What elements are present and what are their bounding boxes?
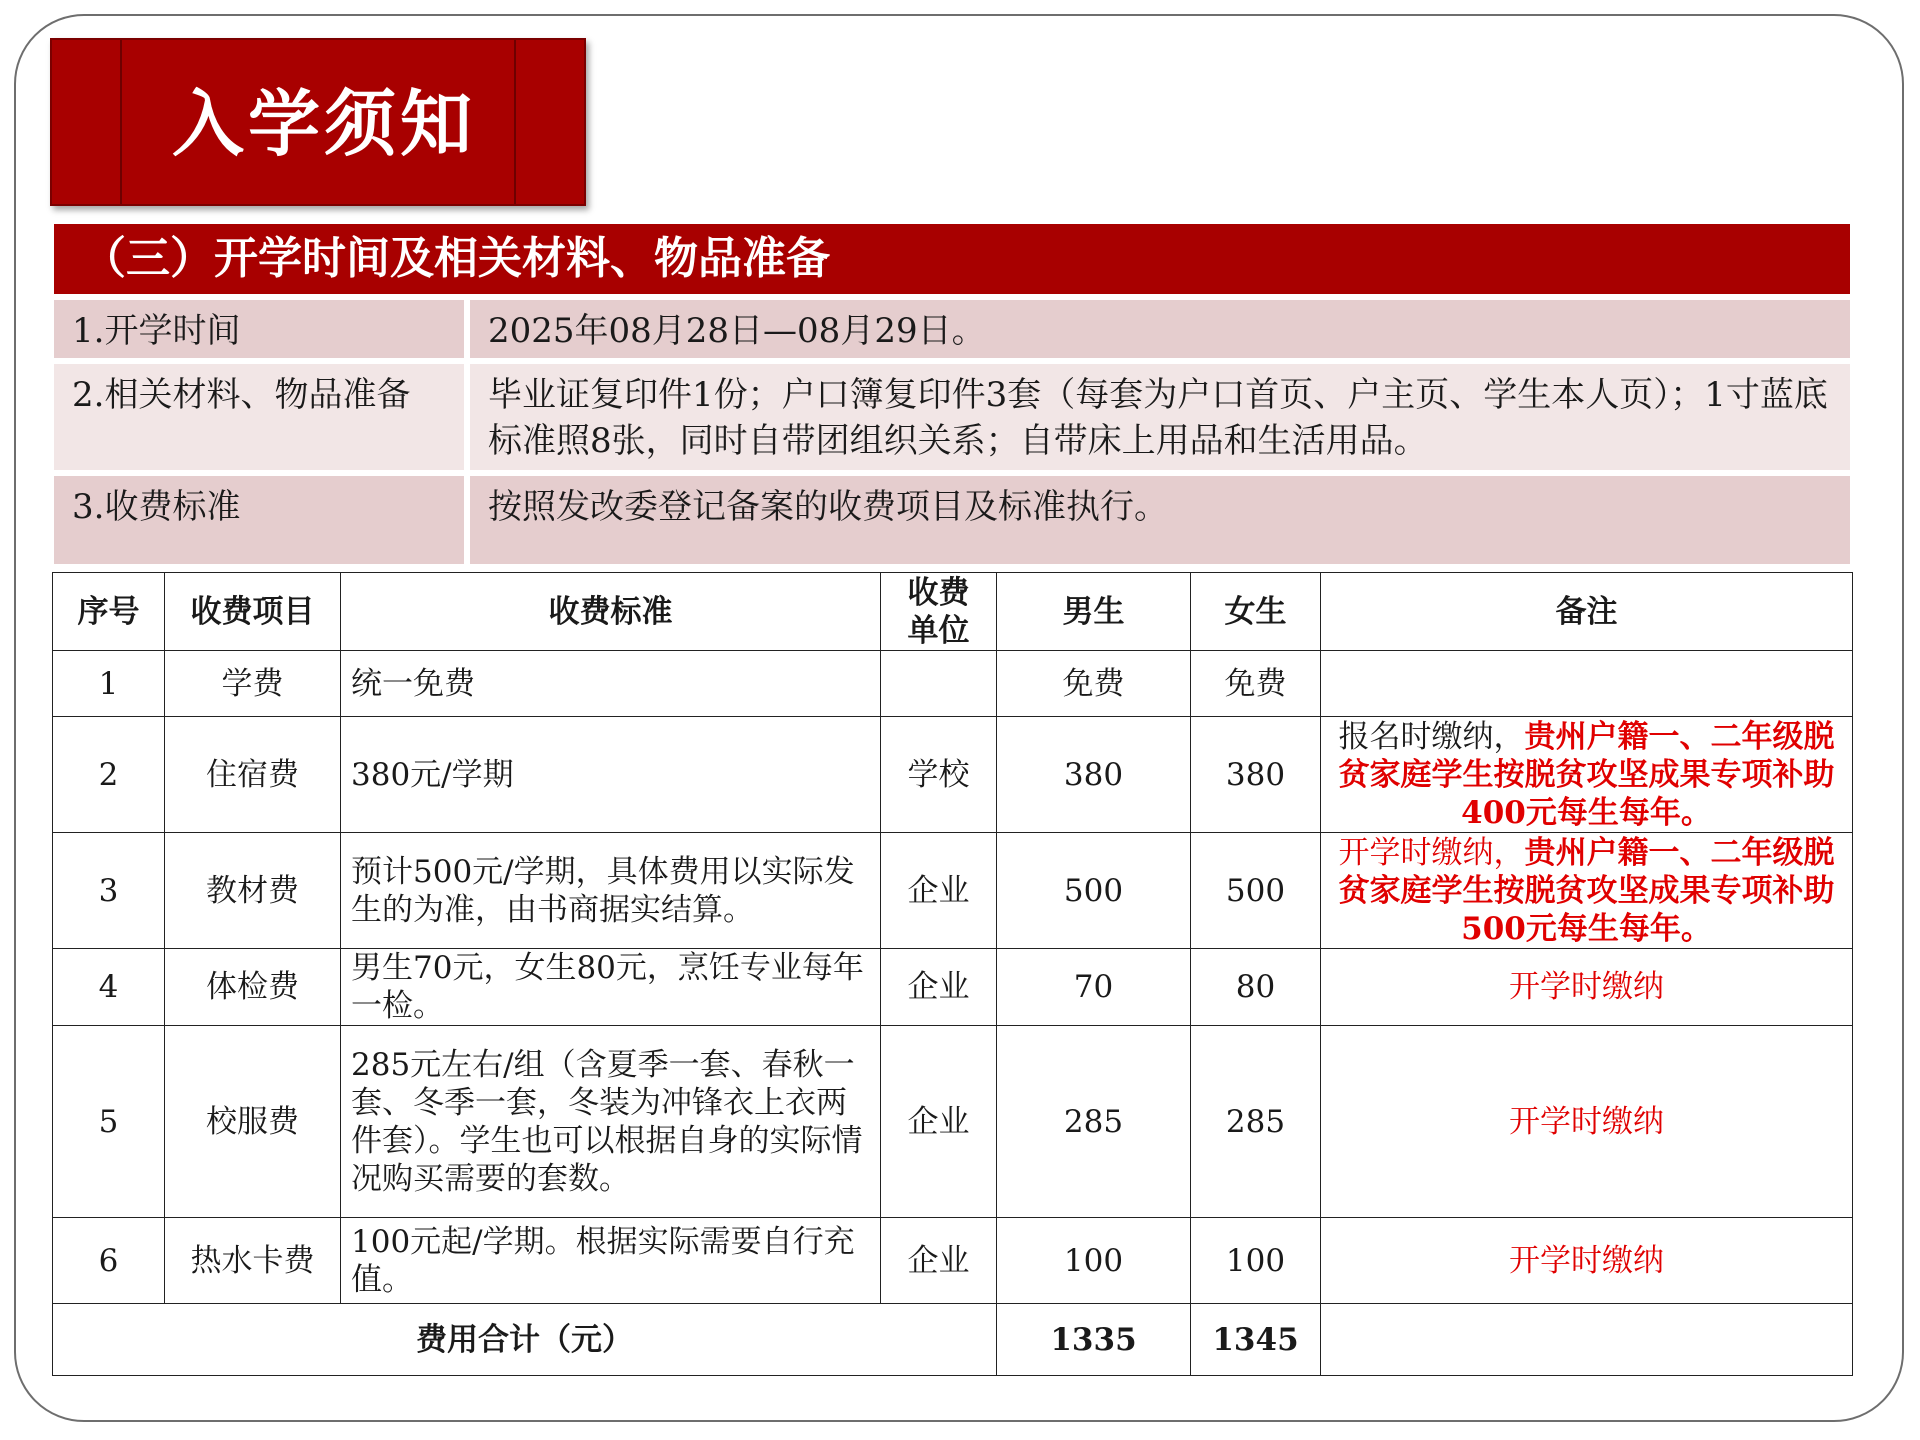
cell-female: 285	[1191, 1026, 1321, 1218]
header-standard: 收费标准	[341, 573, 881, 651]
cell-female: 500	[1191, 833, 1321, 949]
title-divider-right	[514, 40, 516, 204]
header-unit: 收费单位	[881, 573, 997, 651]
info-value: 毕业证复印件1份；户口簿复印件3套（每套为户口首页、户主页、学生本人页）；1寸蓝底标准照8张，同时自带团组织关系；自带床上用品和生活用品。	[470, 364, 1850, 470]
header-no: 序号	[53, 573, 165, 651]
cell-no: 2	[53, 717, 165, 833]
cell-female: 免费	[1191, 651, 1321, 717]
cell-female: 100	[1191, 1218, 1321, 1304]
cell-unit: 学校	[881, 717, 997, 833]
info-key: 2.相关材料、物品准备	[54, 364, 464, 470]
total-note	[1321, 1304, 1853, 1376]
cell-standard: 男生70元，女生80元，烹饪专业每年一检。	[341, 949, 881, 1026]
cell-item: 校服费	[165, 1026, 341, 1218]
cell-unit: 企业	[881, 1026, 997, 1218]
cell-female: 380	[1191, 717, 1321, 833]
cell-note	[1321, 717, 1853, 833]
cell-standard: 380元/学期	[341, 717, 881, 833]
cell-standard: 100元起/学期。根据实际需要自行充值。	[341, 1218, 881, 1304]
info-row-materials	[54, 364, 1850, 470]
cell-no: 1	[53, 651, 165, 717]
cell-unit: 企业	[881, 833, 997, 949]
cell-male: 380	[997, 717, 1191, 833]
table-row	[53, 651, 1853, 717]
cell-no: 5	[53, 1026, 165, 1218]
info-row-start-date	[54, 300, 1850, 358]
header-male: 男生	[997, 573, 1191, 651]
table-row	[53, 949, 1853, 1026]
cell-female: 80	[1191, 949, 1321, 1026]
cell-note	[1321, 651, 1853, 717]
cell-no: 4	[53, 949, 165, 1026]
cell-standard: 285元左右/组（含夏季一套、春秋一套、冬季一套，冬装为冲锋衣上衣两件套）。学生也可以根据自身的实际情况购买需要的套数。	[341, 1026, 881, 1218]
section-heading: （三）开学时间及相关材料、物品准备	[54, 224, 1850, 294]
cell-item: 学费	[165, 651, 341, 717]
info-key: 1.开学时间	[54, 300, 464, 358]
cell-item: 住宿费	[165, 717, 341, 833]
info-key: 3.收费标准	[54, 476, 464, 564]
title-divider-left	[120, 40, 122, 204]
cell-item: 教材费	[165, 833, 341, 949]
table-row	[53, 833, 1853, 949]
info-row-fee-standard	[54, 476, 1850, 564]
note-prefix: 报名时缴纳，	[1338, 718, 1525, 755]
info-value: 2025年08月28日—08月29日。	[470, 300, 1850, 358]
table-row	[53, 717, 1853, 833]
cell-note: 开学时缴纳	[1321, 1026, 1853, 1218]
total-male: 1335	[997, 1304, 1191, 1376]
info-table	[54, 300, 1850, 570]
total-label: 费用合计（元）	[53, 1304, 997, 1376]
cell-item: 热水卡费	[165, 1218, 341, 1304]
info-value: 按照发改委登记备案的收费项目及标准执行。	[470, 476, 1850, 564]
title-box	[50, 38, 586, 206]
note-highlight: 贵州户籍一、二年级脱贫家庭学生按脱贫攻坚成果专项补助500元每生每年。	[1338, 834, 1835, 947]
table-row	[53, 1218, 1853, 1304]
cell-note	[1321, 833, 1853, 949]
cell-standard: 预计500元/学期，具体费用以实际发生的为准，由书商据实结算。	[341, 833, 881, 949]
note-highlight: 贵州户籍一、二年级脱贫家庭学生按脱贫攻坚成果专项补助400元每生每年。	[1338, 718, 1835, 831]
total-row	[53, 1304, 1853, 1376]
header-note: 备注	[1321, 573, 1853, 651]
cell-male: 70	[997, 949, 1191, 1026]
cell-no: 3	[53, 833, 165, 949]
fee-table-header	[53, 573, 1853, 651]
fee-table	[52, 572, 1853, 1376]
cell-note: 开学时缴纳	[1321, 949, 1853, 1026]
page-title: 入学须知	[172, 82, 477, 166]
note-prefix: 开学时缴纳，	[1338, 834, 1525, 871]
cell-male: 285	[997, 1026, 1191, 1218]
cell-standard: 统一免费	[341, 651, 881, 717]
cell-male: 100	[997, 1218, 1191, 1304]
cell-note: 开学时缴纳	[1321, 1218, 1853, 1304]
table-row	[53, 1026, 1853, 1218]
cell-item: 体检费	[165, 949, 341, 1026]
cell-no: 6	[53, 1218, 165, 1304]
total-female: 1345	[1191, 1304, 1321, 1376]
cell-unit: 企业	[881, 1218, 997, 1304]
header-female: 女生	[1191, 573, 1321, 651]
cell-male: 免费	[997, 651, 1191, 717]
cell-unit: 企业	[881, 949, 997, 1026]
cell-unit	[881, 651, 997, 717]
header-item: 收费项目	[165, 573, 341, 651]
cell-male: 500	[997, 833, 1191, 949]
